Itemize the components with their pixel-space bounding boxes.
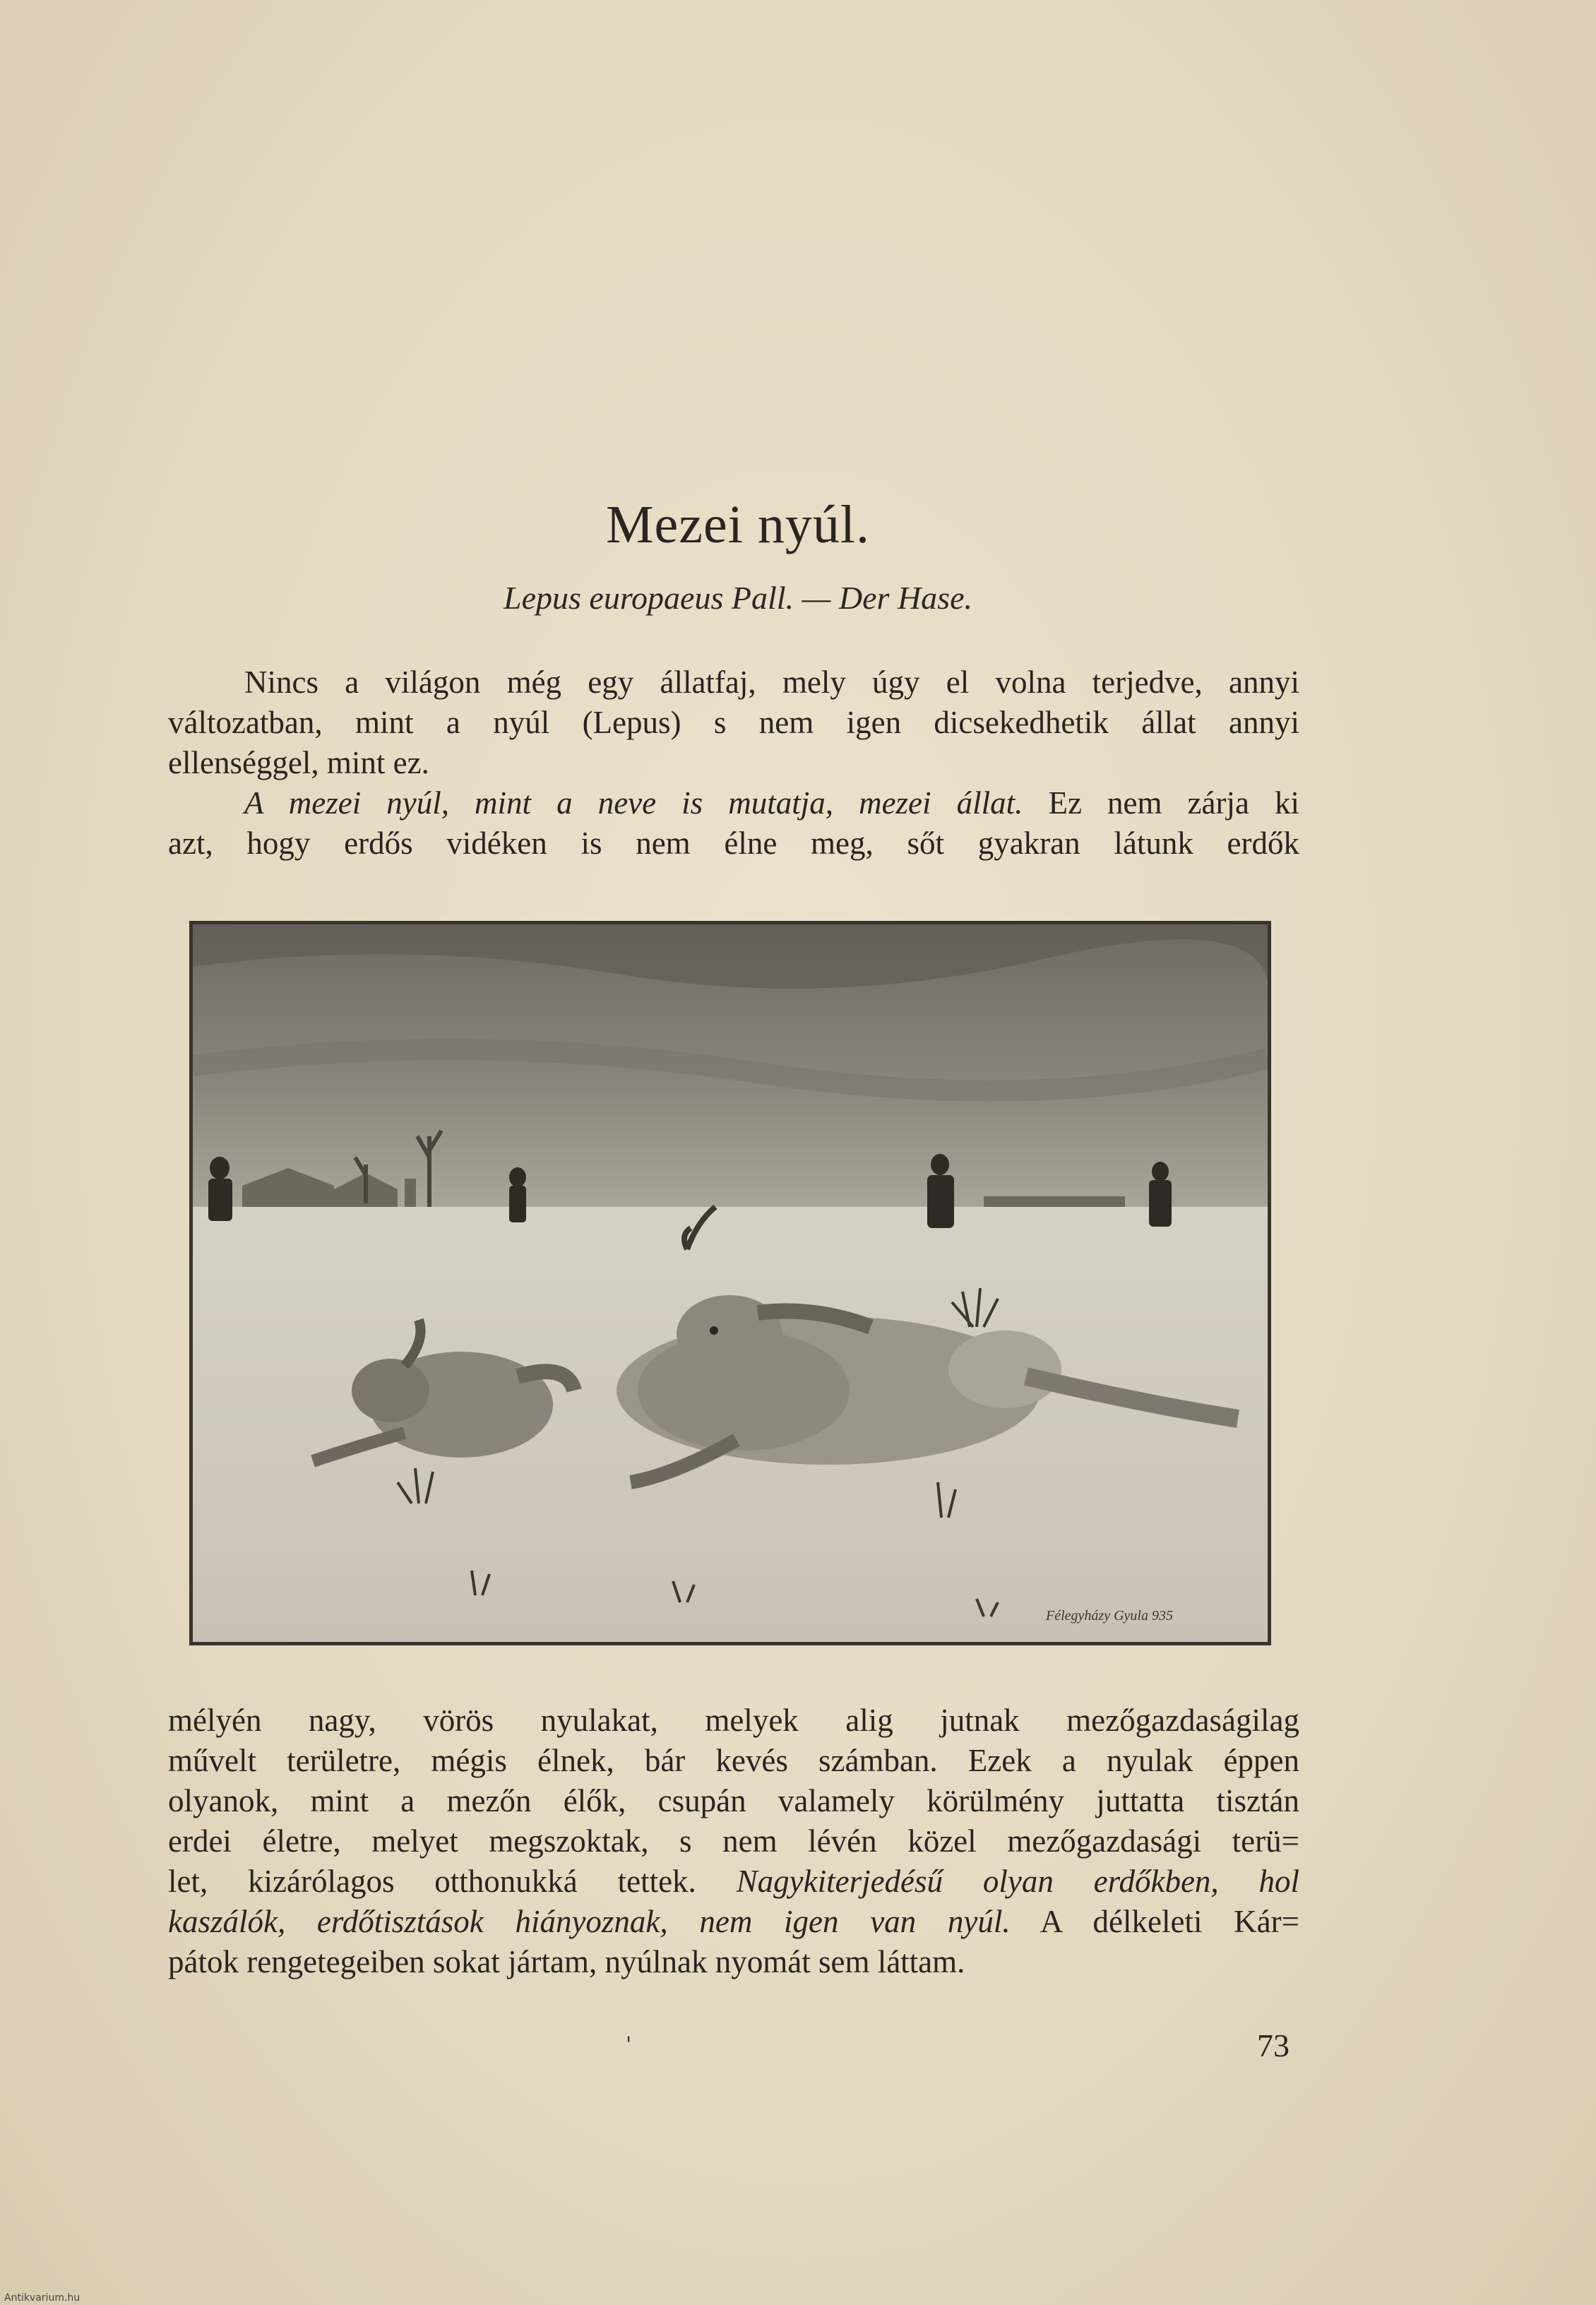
artist-signature: Félegyházy Gyula 935 — [1046, 1608, 1173, 1624]
text-line: Nincs a világon még egy állatfaj, mely úgy el volna terjedve, annyi — [244, 665, 1299, 700]
illustration-drawing — [193, 924, 1268, 1642]
text-fragment: let, kizárólagos otthonukká tettek. — [168, 1864, 696, 1899]
italic-emphasis: A mezei nyúl, mint a neve is mutatja, mezei állat. — [244, 785, 1023, 821]
paragraph-2 — [168, 783, 1299, 864]
scientific-name-subtitle: Lepus europaeus Pall. — Der Hase. — [504, 580, 972, 616]
text-line: mélyén nagy, vörös nyulakat, melyek alig jutnak mezőgazdaságilag — [168, 1703, 1299, 1738]
page-number: 73 — [1257, 2027, 1290, 2063]
text-fragment: Ez nem zárja ki — [1048, 785, 1299, 821]
text-line: változatban, mint a nyúl (Lepus) s nem igen dicsekedhetik állat annyi — [168, 705, 1299, 740]
hare-illustration — [189, 921, 1271, 1645]
text-line: olyanok, mint a mezőn élők, csupán valamely körülmény juttatta tisztán — [168, 1783, 1299, 1818]
paragraph-3 — [168, 1701, 1299, 1982]
page-title: Mezei nyúl. — [605, 495, 870, 554]
watermark: Antikvarium.hu — [4, 2292, 81, 2304]
text-line — [168, 783, 1299, 823]
text-line: művelt területre, mégis élnek, bár kevés számban. Ezek a nyulak éppen — [168, 1743, 1299, 1778]
ink-speck: ' — [626, 2032, 632, 2057]
italic-emphasis: kaszálók, erdőtisztások hiányoznak, nem igen van nyúl. — [168, 1904, 1011, 1939]
text-line — [168, 1862, 1299, 1902]
text-line: azt, hogy erdős vidéken is nem élne meg, sőt gyakran látunk erdők — [168, 826, 1299, 861]
text-line — [168, 1902, 1299, 1942]
italic-emphasis: Nagykiterjedésű olyan erdőkben, hol — [736, 1864, 1299, 1899]
paragraph-1 — [168, 662, 1299, 783]
text-fragment: A délkeleti Kár= — [1040, 1904, 1299, 1939]
text-line: erdei életre, melyet megszoktak, s nem lévén közel mezőgazdasági terü= — [168, 1823, 1299, 1859]
text-line: pátok rengetegeiben sokat jártam, nyúlnak nyomát sem láttam. — [168, 1944, 965, 1979]
text-line: ellenséggel, mint ez. — [168, 745, 429, 780]
